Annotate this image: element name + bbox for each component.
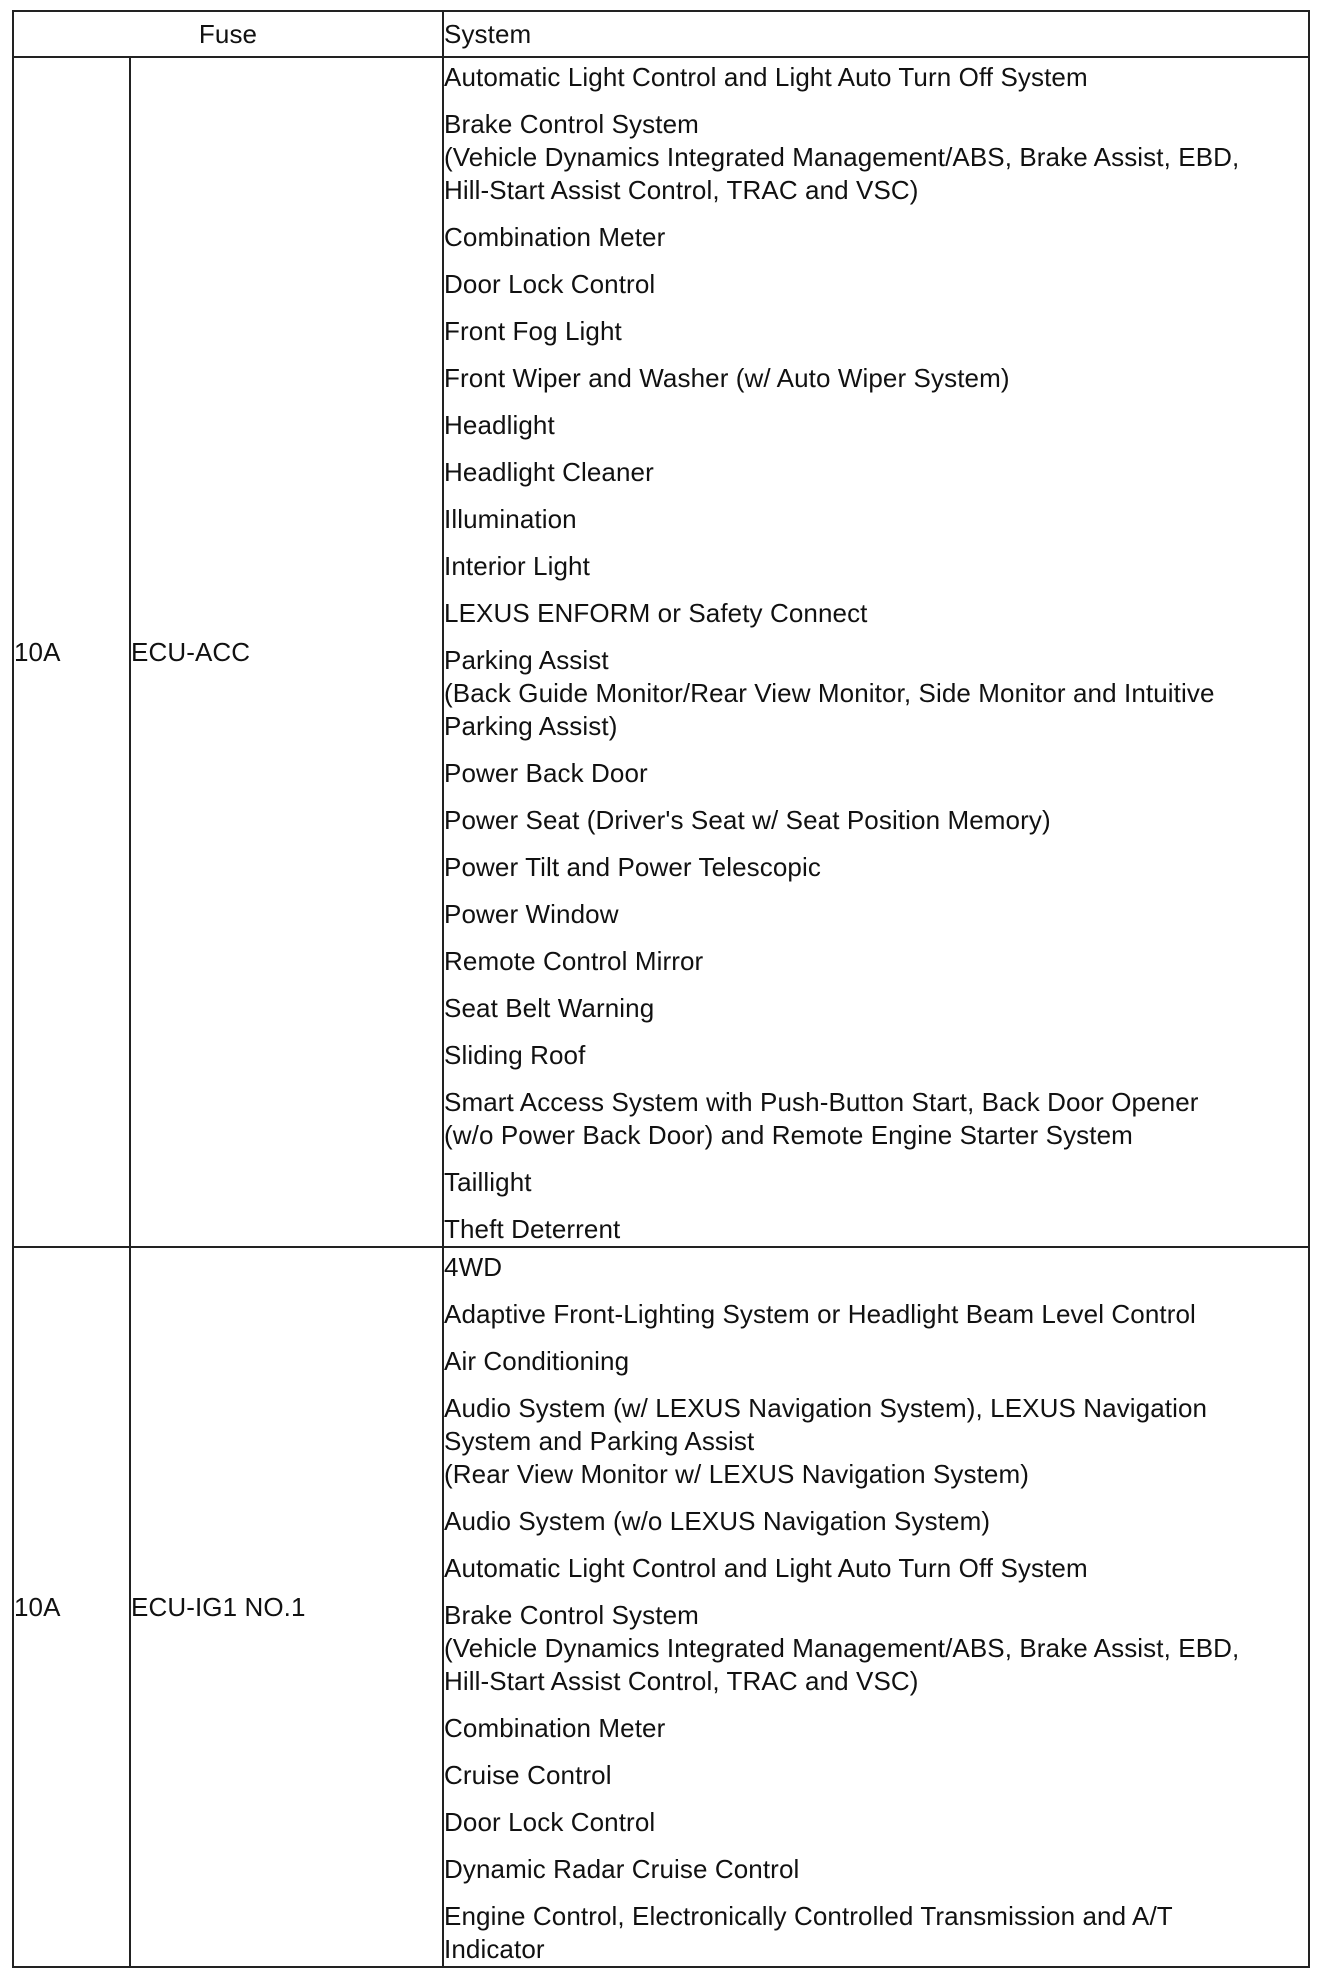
- system-item: [444, 989, 1308, 1036]
- system-item: [444, 1248, 1308, 1295]
- system-text-line: Hill-Start Assist Control, TRAC and VSC): [444, 175, 919, 205]
- system-text-line: Illumination: [444, 504, 577, 534]
- system-item: [444, 942, 1308, 989]
- system-text-line: Parking Assist): [444, 711, 618, 741]
- system-item: [444, 359, 1308, 406]
- system-text-line: (Back Guide Monitor/Rear View Monitor, Side Monitor and Intuitive: [444, 678, 1215, 708]
- system-item: [444, 453, 1308, 500]
- system-list: [443, 57, 1309, 1247]
- system-item: [444, 1596, 1308, 1709]
- system-item: [444, 594, 1308, 641]
- system-column-header: System: [443, 11, 1309, 57]
- system-text-line: Power Back Door: [444, 758, 648, 788]
- system-item: [444, 754, 1308, 801]
- system-text-line: Door Lock Control: [444, 269, 656, 299]
- system-item: [444, 1342, 1308, 1389]
- fuse-name: ECU-IG1 NO.1: [130, 1247, 443, 1967]
- table-row: [13, 57, 1309, 1247]
- fuse-system-table: [12, 10, 1310, 1968]
- system-text-line: Dynamic Radar Cruise Control: [444, 1854, 800, 1884]
- system-text-line: Automatic Light Control and Light Auto Turn Off System: [444, 1553, 1088, 1583]
- system-text-line: Remote Control Mirror: [444, 946, 704, 976]
- system-item: [444, 1163, 1308, 1210]
- system-item: [444, 500, 1308, 547]
- system-text-line: 4WD: [444, 1252, 503, 1282]
- system-item: [444, 895, 1308, 942]
- system-text-line: Power Tilt and Power Telescopic: [444, 852, 821, 882]
- system-item: [444, 1036, 1308, 1083]
- system-item: [444, 1549, 1308, 1596]
- fuse-name: ECU-ACC: [130, 57, 443, 1247]
- system-text-line: Power Window: [444, 899, 619, 929]
- system-text-line: (Rear View Monitor w/ LEXUS Navigation System): [444, 1459, 1030, 1489]
- system-text-line: Combination Meter: [444, 1713, 666, 1743]
- system-text-line: Power Seat (Driver's Seat w/ Seat Position Memory): [444, 805, 1051, 835]
- table-header-row: [13, 11, 1309, 57]
- system-item: [444, 218, 1308, 265]
- system-item: [444, 265, 1308, 312]
- system-text-line: Adaptive Front-Lighting System or Headlight Beam Level Control: [444, 1299, 1196, 1329]
- fuse-column-header: Fuse: [13, 11, 443, 57]
- system-text-line: (Vehicle Dynamics Integrated Management/ABS, Brake Assist, EBD,: [444, 1633, 1240, 1663]
- system-text-line: Indicator: [444, 1934, 545, 1964]
- system-item: [444, 1389, 1308, 1502]
- system-item: [444, 105, 1308, 218]
- table-row: [13, 1247, 1309, 1967]
- system-text-line: Parking Assist: [444, 645, 609, 675]
- system-item: [444, 58, 1308, 105]
- system-text-line: Smart Access System with Push-Button Start, Back Door Opener: [444, 1087, 1199, 1117]
- system-item: [444, 1210, 1308, 1246]
- system-item: [444, 1897, 1308, 1966]
- system-item: [444, 1850, 1308, 1897]
- system-text-line: Front Wiper and Washer (w/ Auto Wiper System): [444, 363, 1010, 393]
- system-item: [444, 1295, 1308, 1342]
- system-text-line: Audio System (w/o LEXUS Navigation System): [444, 1506, 991, 1536]
- system-text-line: Audio System (w/ LEXUS Navigation System), LEXUS Navigation: [444, 1393, 1208, 1423]
- system-text-line: System and Parking Assist: [444, 1426, 755, 1456]
- system-item: [444, 1709, 1308, 1756]
- system-text-line: Brake Control System: [444, 1600, 699, 1630]
- system-item: [444, 1756, 1308, 1803]
- system-text-line: Automatic Light Control and Light Auto Turn Off System: [444, 62, 1088, 92]
- system-text-line: Seat Belt Warning: [444, 993, 655, 1023]
- system-item: [444, 1502, 1308, 1549]
- system-item: [444, 547, 1308, 594]
- system-text-line: Headlight Cleaner: [444, 457, 654, 487]
- system-item: [444, 1083, 1308, 1163]
- fuse-amperage: 10A: [13, 1247, 130, 1967]
- system-text-line: (w/o Power Back Door) and Remote Engine Starter System: [444, 1120, 1133, 1150]
- system-item: [444, 312, 1308, 359]
- system-text-line: Brake Control System: [444, 109, 699, 139]
- system-text-line: Headlight: [444, 410, 555, 440]
- system-text-line: Hill-Start Assist Control, TRAC and VSC): [444, 1666, 919, 1696]
- system-text-line: Cruise Control: [444, 1760, 612, 1790]
- system-item: [444, 641, 1308, 754]
- system-item: [444, 848, 1308, 895]
- table-body: [13, 57, 1309, 1967]
- system-item: [444, 1803, 1308, 1850]
- system-item: [444, 801, 1308, 848]
- system-text-line: Door Lock Control: [444, 1807, 656, 1837]
- system-text-line: Air Conditioning: [444, 1346, 630, 1376]
- system-text-line: (Vehicle Dynamics Integrated Management/ABS, Brake Assist, EBD,: [444, 142, 1240, 172]
- system-text-line: Interior Light: [444, 551, 590, 581]
- system-text-line: Theft Deterrent: [444, 1214, 621, 1244]
- system-list: [443, 1247, 1309, 1967]
- system-text-line: Front Fog Light: [444, 316, 622, 346]
- system-text-line: Engine Control, Electronically Controlled Transmission and A/T: [444, 1901, 1173, 1931]
- system-text-line: LEXUS ENFORM or Safety Connect: [444, 598, 868, 628]
- fuse-amperage: 10A: [13, 57, 130, 1247]
- system-text-line: Sliding Roof: [444, 1040, 586, 1070]
- system-text-line: Combination Meter: [444, 222, 666, 252]
- system-text-line: Taillight: [444, 1167, 532, 1197]
- system-item: [444, 406, 1308, 453]
